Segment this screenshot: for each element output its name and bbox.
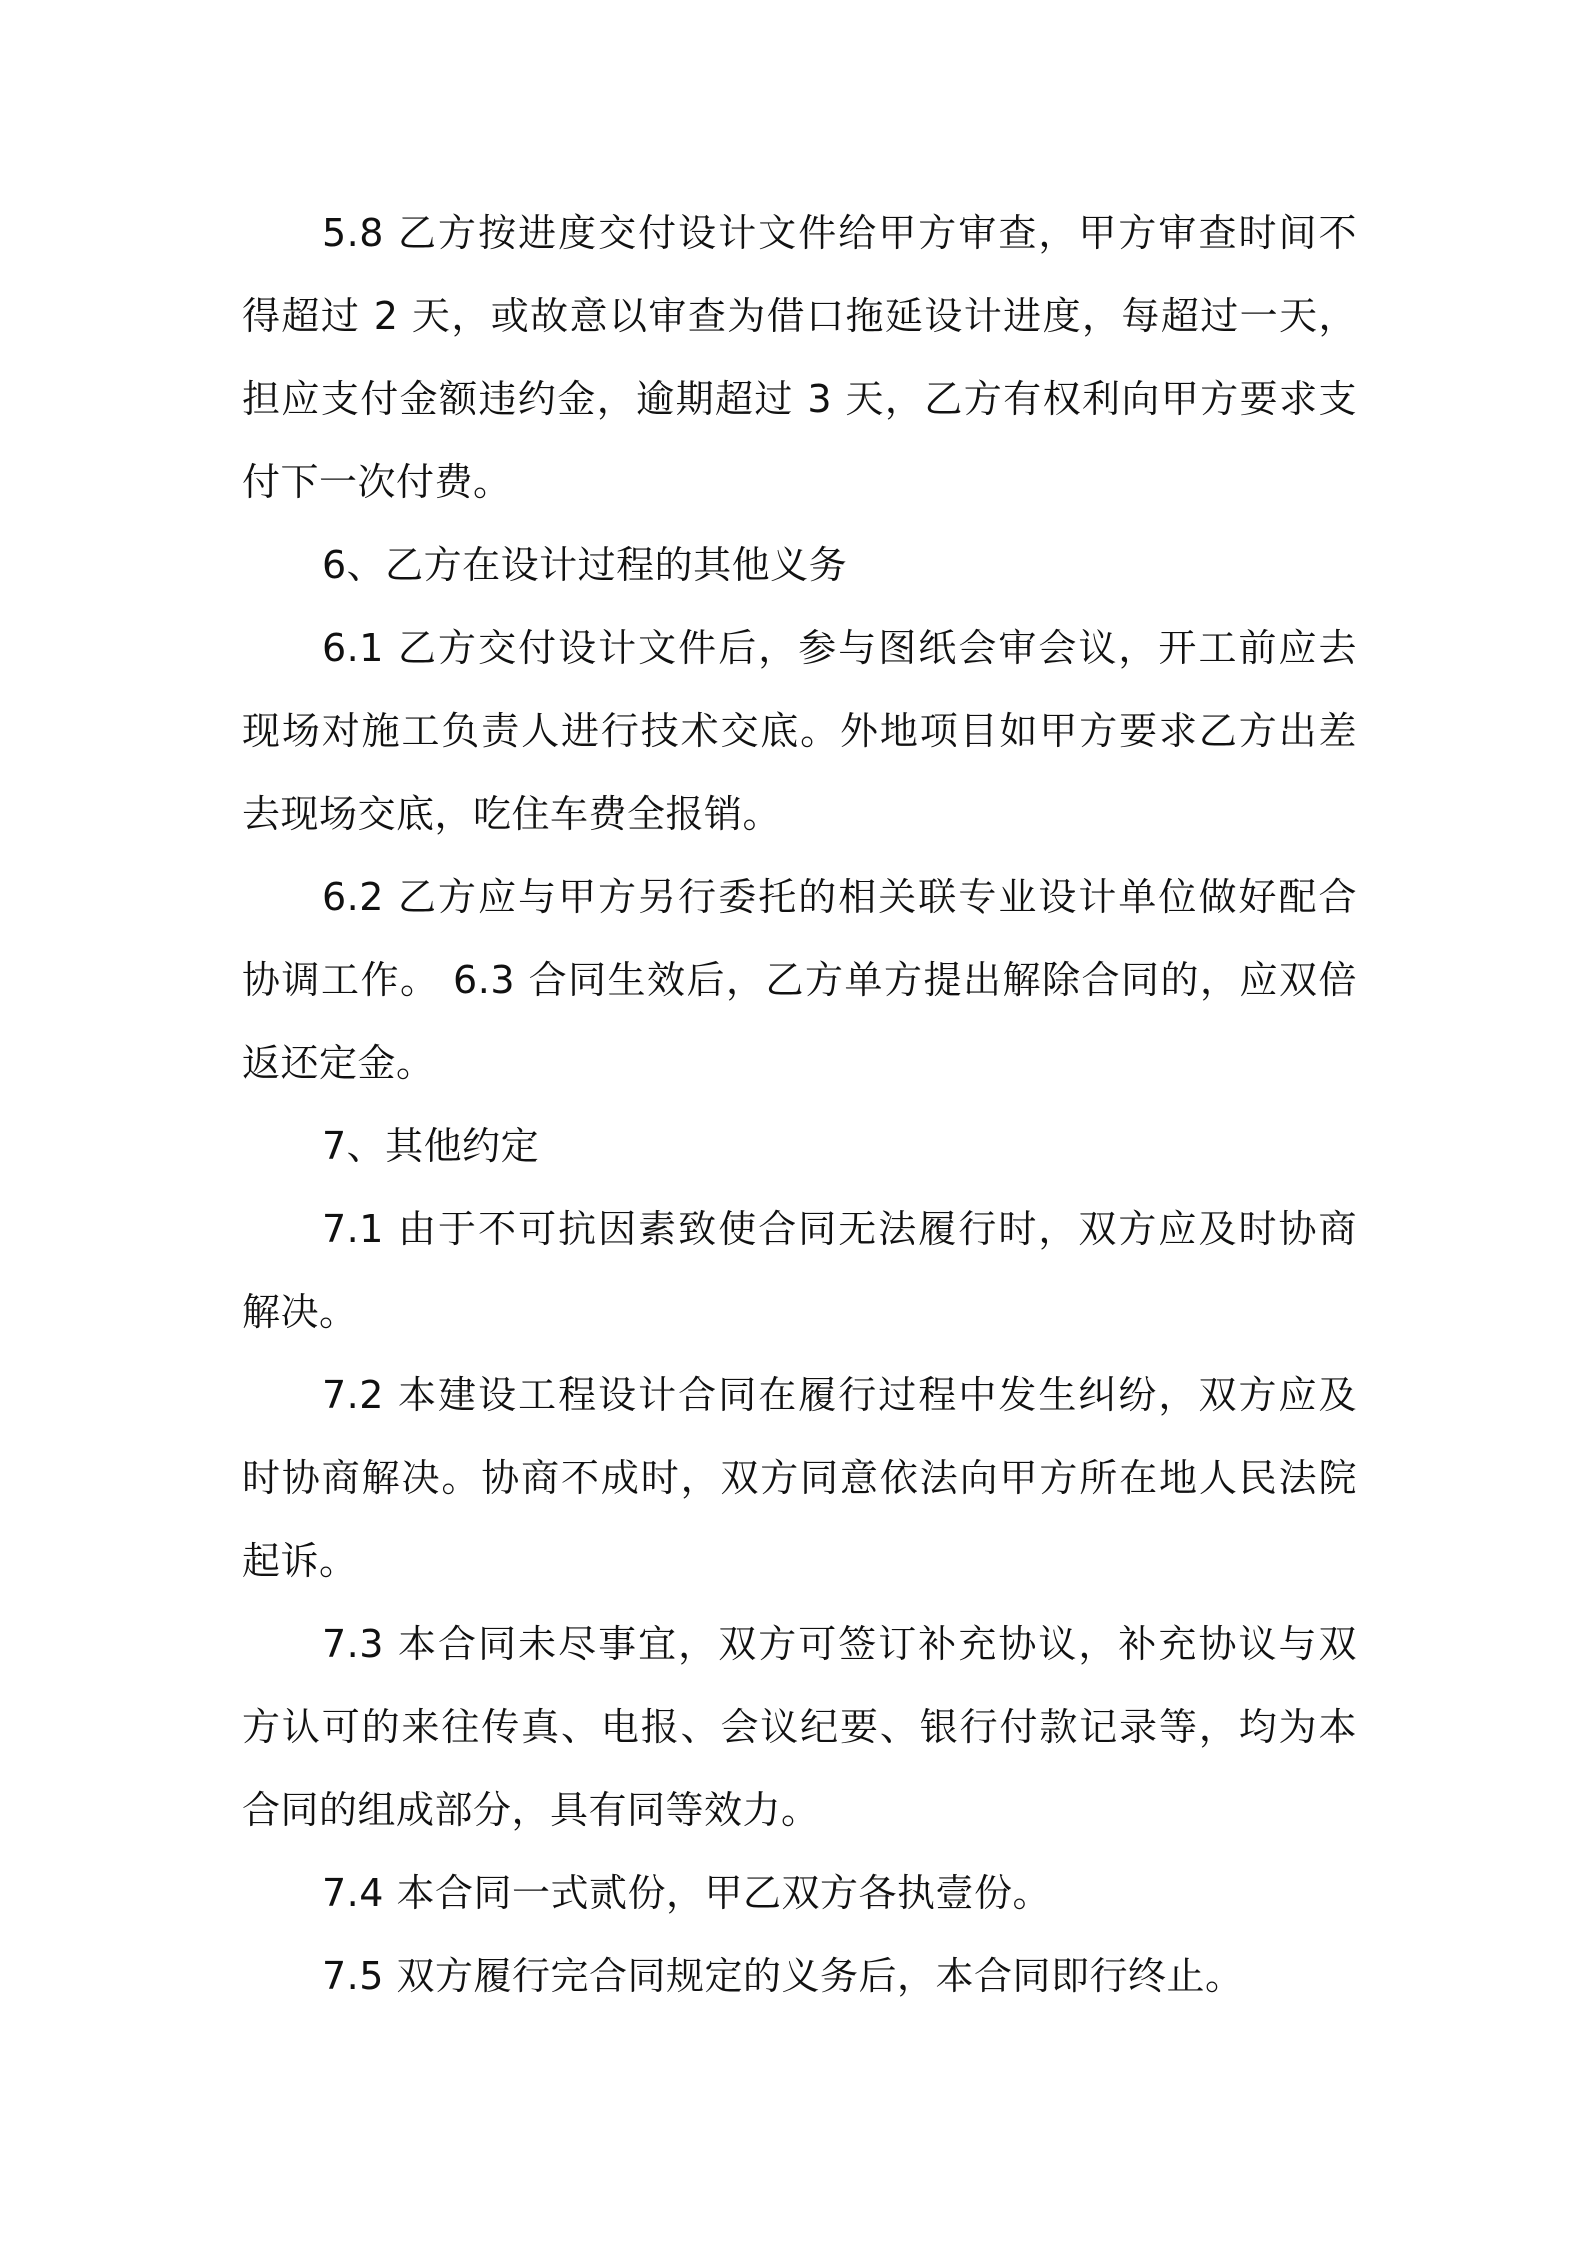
clause-7-3: 7.3 本合同未尽事宜，双方可签订补充协议，补充协议与双方认可的来往传真、电报、会议纪要、银行付款记录等，均为本合同的组成部分，具有同等效力。 [242, 1622, 1357, 1832]
clause-6-2-6-3: 6.2 乙方应与甲方另行委托的相关联专业设计单位做好配合协调工作。 6.3 合同生效后，乙方单方提出解除合同的，应双倍返还定金。 [242, 875, 1357, 1085]
clause-7-1: 7.1 由于不可抗因素致使合同无法履行时，双方应及时协商解决。 [242, 1207, 1357, 1334]
document-body [242, 192, 1357, 2018]
clause-7-4: 7.4 本合同一式贰份，甲乙双方各执壹份。 [322, 1871, 1052, 1915]
section-6-heading: 6、乙方在设计过程的其他义务 [322, 543, 848, 587]
section-7-heading: 7、其他约定 [322, 1124, 540, 1168]
clause-6-1: 6.1 乙方交付设计文件后，参与图纸会审会议，开工前应去现场对施工负责人进行技术交底。外地项目如甲方要求乙方出差去现场交底，吃住车费全报销。 [242, 626, 1357, 836]
clause-7-5: 7.5 双方履行完合同规定的义务后，本合同即行终止。 [322, 1954, 1244, 1998]
clause-7-2: 7.2 本建设工程设计合同在履行过程中发生纠纷，双方应及时协商解决。协商不成时，双方同意依法向甲方所在地人民法院起诉。 [242, 1373, 1357, 1583]
clause-5-8: 5.8 乙方按进度交付设计文件给甲方审查，甲方审查时间不得超过 2 天，或故意以审查为借口拖延设计进度，每超过一天，担应支付金额违约金，逾期超过 3 天，乙方有权利向甲方要求支付下一次付费。 [242, 211, 1357, 504]
